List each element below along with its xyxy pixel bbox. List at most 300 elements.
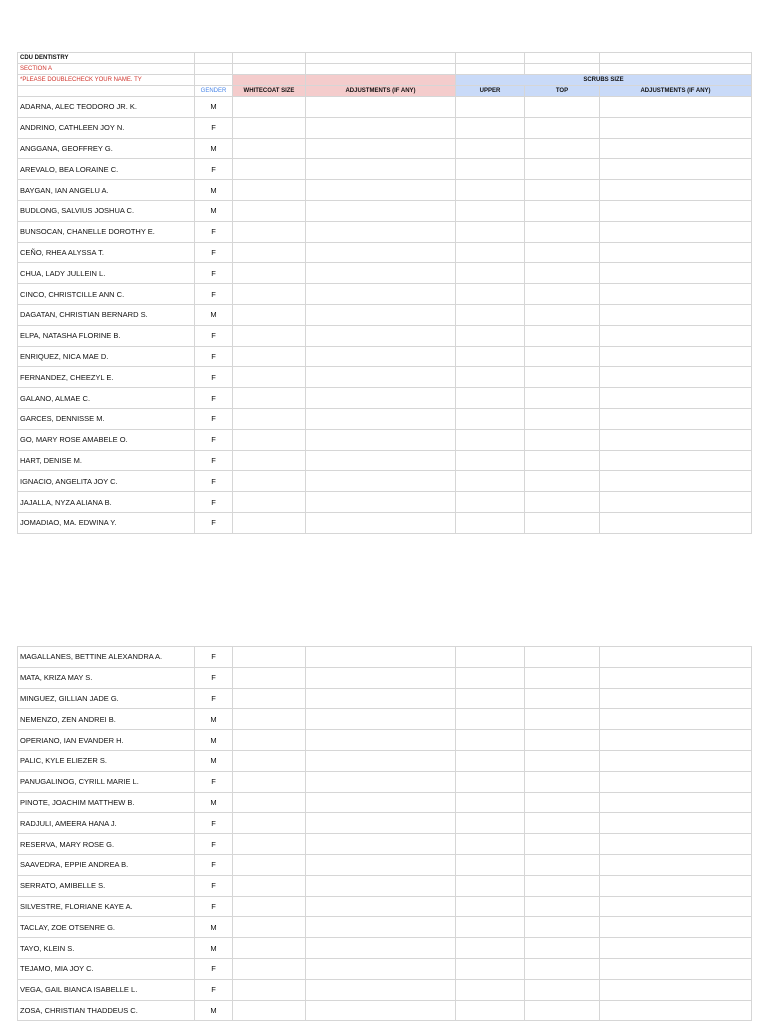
top-size-cell[interactable] xyxy=(525,429,600,450)
top-size-cell[interactable] xyxy=(525,200,600,221)
scrubs-adjustments-cell[interactable] xyxy=(600,242,752,263)
scrubs-adjustments-cell[interactable] xyxy=(600,304,752,325)
white-coat-size-cell[interactable] xyxy=(233,450,306,471)
upper-size-cell[interactable] xyxy=(456,138,525,159)
top-size-cell[interactable] xyxy=(525,388,600,409)
scrubs-adjustments-cell[interactable] xyxy=(600,388,752,409)
upper-size-cell[interactable] xyxy=(456,730,525,751)
adjustments-cell[interactable] xyxy=(306,667,456,688)
gender-cell[interactable]: M xyxy=(195,304,233,325)
scrubs-adjustments-cell[interactable] xyxy=(600,938,752,959)
upper-size-cell[interactable] xyxy=(456,284,525,305)
scrubs-adjustments-cell[interactable] xyxy=(600,512,752,533)
upper-size-cell[interactable] xyxy=(456,180,525,201)
gender-cell[interactable]: M xyxy=(195,709,233,730)
student-name-cell[interactable]: SERRATO, AMIBELLE S. xyxy=(18,875,195,896)
gender-cell[interactable]: F xyxy=(195,512,233,533)
adjustments-cell[interactable] xyxy=(306,325,456,346)
white-coat-size-cell[interactable] xyxy=(233,938,306,959)
white-coat-size-cell[interactable] xyxy=(233,709,306,730)
upper-size-cell[interactable] xyxy=(456,647,525,668)
top-size-cell[interactable] xyxy=(525,471,600,492)
white-coat-size-cell[interactable] xyxy=(233,1000,306,1021)
upper-size-cell[interactable] xyxy=(456,325,525,346)
scrubs-adjustments-cell[interactable] xyxy=(600,138,752,159)
white-coat-size-cell[interactable] xyxy=(233,388,306,409)
scrubs-adjustments-cell[interactable] xyxy=(600,854,752,875)
adjustments-cell[interactable] xyxy=(306,429,456,450)
adjustments-cell[interactable] xyxy=(306,159,456,180)
white-coat-size-cell[interactable] xyxy=(233,117,306,138)
upper-size-cell[interactable] xyxy=(456,958,525,979)
scrubs-adjustments-cell[interactable] xyxy=(600,688,752,709)
student-name-cell[interactable]: ANDRINO, CATHLEEN JOY N. xyxy=(18,117,195,138)
cell[interactable] xyxy=(456,53,525,64)
cell[interactable] xyxy=(306,64,456,75)
top-size-cell[interactable] xyxy=(525,750,600,771)
adjustments-cell[interactable] xyxy=(306,138,456,159)
adjustments-cell[interactable] xyxy=(306,242,456,263)
scrubs-adjustments-cell[interactable] xyxy=(600,813,752,834)
white-coat-size-cell[interactable] xyxy=(233,730,306,751)
adjustments-cell[interactable] xyxy=(306,408,456,429)
top-size-cell[interactable] xyxy=(525,730,600,751)
student-name-cell[interactable]: TEJAMO, MIA JOY C. xyxy=(18,958,195,979)
gender-cell[interactable]: F xyxy=(195,771,233,792)
adjustments-cell[interactable] xyxy=(306,263,456,284)
cell[interactable] xyxy=(195,64,233,75)
gender-cell[interactable]: F xyxy=(195,813,233,834)
white-coat-size-cell[interactable] xyxy=(233,284,306,305)
gender-cell[interactable]: F xyxy=(195,854,233,875)
top-size-cell[interactable] xyxy=(525,117,600,138)
student-name-cell[interactable]: AREVALO, BEA LORAINE C. xyxy=(18,159,195,180)
top-size-cell[interactable] xyxy=(525,938,600,959)
scrubs-adjustments-header[interactable]: ADJUSTMENTS (IF ANY) xyxy=(600,86,752,97)
upper-header[interactable]: UPPER xyxy=(456,86,525,97)
gender-cell[interactable]: M xyxy=(195,138,233,159)
student-name-cell[interactable]: VEGA, GAIL BIANCA ISABELLE L. xyxy=(18,979,195,1000)
gender-cell[interactable]: M xyxy=(195,200,233,221)
upper-size-cell[interactable] xyxy=(456,512,525,533)
scrubs-adjustments-cell[interactable] xyxy=(600,471,752,492)
top-size-cell[interactable] xyxy=(525,284,600,305)
scrubs-adjustments-cell[interactable] xyxy=(600,97,752,118)
student-name-cell[interactable]: BAYGAN, IAN ANGELU A. xyxy=(18,180,195,201)
white-coat-size-cell[interactable] xyxy=(233,979,306,1000)
upper-size-cell[interactable] xyxy=(456,429,525,450)
gender-cell[interactable]: M xyxy=(195,97,233,118)
student-name-cell[interactable]: HART, DENISE M. xyxy=(18,450,195,471)
cell[interactable] xyxy=(600,64,752,75)
top-size-cell[interactable] xyxy=(525,792,600,813)
scrubs-adjustments-cell[interactable] xyxy=(600,284,752,305)
gender-cell[interactable]: F xyxy=(195,263,233,284)
top-size-cell[interactable] xyxy=(525,367,600,388)
top-size-cell[interactable] xyxy=(525,813,600,834)
scrubs-adjustments-cell[interactable] xyxy=(600,875,752,896)
white-coat-size-cell[interactable] xyxy=(233,200,306,221)
student-name-cell[interactable]: BUNSOCAN, CHANELLE DOROTHY E. xyxy=(18,221,195,242)
adjustments-cell[interactable] xyxy=(306,896,456,917)
white-coat-size-cell[interactable] xyxy=(233,750,306,771)
scrubs-adjustments-cell[interactable] xyxy=(600,792,752,813)
upper-size-cell[interactable] xyxy=(456,792,525,813)
adjustments-cell[interactable] xyxy=(306,346,456,367)
scrubs-adjustments-cell[interactable] xyxy=(600,429,752,450)
student-name-cell[interactable]: CHUA, LADY JULLEIN L. xyxy=(18,263,195,284)
cell[interactable] xyxy=(600,53,752,64)
student-name-cell[interactable]: TAYO, KLEIN S. xyxy=(18,938,195,959)
white-coat-size-cell[interactable] xyxy=(233,667,306,688)
student-name-cell[interactable]: MATA, KRIZA MAY S. xyxy=(18,667,195,688)
top-size-cell[interactable] xyxy=(525,1000,600,1021)
student-name-cell[interactable]: PALIC, KYLE ELIEZER S. xyxy=(18,750,195,771)
upper-size-cell[interactable] xyxy=(456,221,525,242)
upper-size-cell[interactable] xyxy=(456,263,525,284)
adjustments-header-top[interactable] xyxy=(306,75,456,86)
adjustments-cell[interactable] xyxy=(306,792,456,813)
top-size-cell[interactable] xyxy=(525,896,600,917)
upper-size-cell[interactable] xyxy=(456,771,525,792)
gender-header[interactable]: GENDER xyxy=(195,86,233,97)
cell[interactable] xyxy=(18,86,195,97)
upper-size-cell[interactable] xyxy=(456,709,525,730)
scrubs-adjustments-cell[interactable] xyxy=(600,750,752,771)
upper-size-cell[interactable] xyxy=(456,667,525,688)
student-name-cell[interactable]: JAJALLA, NYZA ALIANA B. xyxy=(18,492,195,513)
gender-cell[interactable]: M xyxy=(195,917,233,938)
student-name-cell[interactable]: ADARNA, ALEC TEODORO JR. K. xyxy=(18,97,195,118)
adjustments-cell[interactable] xyxy=(306,471,456,492)
white-coat-size-cell[interactable] xyxy=(233,97,306,118)
top-size-cell[interactable] xyxy=(525,263,600,284)
gender-cell[interactable]: F xyxy=(195,159,233,180)
adjustments-cell[interactable] xyxy=(306,709,456,730)
cell[interactable] xyxy=(233,53,306,64)
student-name-cell[interactable]: ELPA, NATASHA FLORINE B. xyxy=(18,325,195,346)
scrubs-adjustments-cell[interactable] xyxy=(600,180,752,201)
student-name-cell[interactable]: TACLAY, ZOE OTSENRE G. xyxy=(18,917,195,938)
top-size-cell[interactable] xyxy=(525,667,600,688)
scrubs-adjustments-cell[interactable] xyxy=(600,492,752,513)
upper-size-cell[interactable] xyxy=(456,388,525,409)
gender-cell[interactable]: M xyxy=(195,792,233,813)
gender-cell[interactable]: M xyxy=(195,730,233,751)
upper-size-cell[interactable] xyxy=(456,750,525,771)
gender-cell[interactable]: F xyxy=(195,450,233,471)
upper-size-cell[interactable] xyxy=(456,917,525,938)
gender-cell[interactable]: F xyxy=(195,284,233,305)
adjustments-cell[interactable] xyxy=(306,284,456,305)
top-size-cell[interactable] xyxy=(525,709,600,730)
student-name-cell[interactable]: BUDLONG, SALVIUS JOSHUA C. xyxy=(18,200,195,221)
student-name-cell[interactable]: PINOTE, JOACHIM MATTHEW B. xyxy=(18,792,195,813)
gender-cell[interactable]: F xyxy=(195,408,233,429)
gender-cell[interactable]: F xyxy=(195,647,233,668)
white-coat-size-cell[interactable] xyxy=(233,958,306,979)
upper-size-cell[interactable] xyxy=(456,408,525,429)
upper-size-cell[interactable] xyxy=(456,896,525,917)
gender-cell[interactable]: F xyxy=(195,979,233,1000)
white-coat-size-cell[interactable] xyxy=(233,346,306,367)
white-coat-size-cell[interactable] xyxy=(233,408,306,429)
adjustments-cell[interactable] xyxy=(306,958,456,979)
gender-cell[interactable]: F xyxy=(195,471,233,492)
student-name-cell[interactable]: DAGATAN, CHRISTIAN BERNARD S. xyxy=(18,304,195,325)
top-size-cell[interactable] xyxy=(525,138,600,159)
section-label[interactable]: SECTION A xyxy=(18,64,195,75)
student-name-cell[interactable]: CEÑO, RHEA ALYSSA T. xyxy=(18,242,195,263)
gender-cell[interactable]: F xyxy=(195,492,233,513)
gender-cell[interactable]: F xyxy=(195,117,233,138)
upper-size-cell[interactable] xyxy=(456,979,525,1000)
white-coat-size-cell[interactable] xyxy=(233,512,306,533)
white-coat-size-cell[interactable] xyxy=(233,304,306,325)
white-coat-size-header[interactable]: WHITECOAT SIZE xyxy=(233,86,306,97)
gender-cell[interactable]: F xyxy=(195,367,233,388)
scrubs-adjustments-cell[interactable] xyxy=(600,958,752,979)
cell[interactable] xyxy=(306,53,456,64)
top-size-cell[interactable] xyxy=(525,221,600,242)
student-name-cell[interactable]: ENRIQUEZ, NICA MAE D. xyxy=(18,346,195,367)
adjustments-cell[interactable] xyxy=(306,512,456,533)
white-coat-size-cell[interactable] xyxy=(233,221,306,242)
adjustments-cell[interactable] xyxy=(306,771,456,792)
white-coat-size-cell[interactable] xyxy=(233,242,306,263)
student-name-cell[interactable]: MINGUEZ, GILLIAN JADE G. xyxy=(18,688,195,709)
adjustments-cell[interactable] xyxy=(306,450,456,471)
upper-size-cell[interactable] xyxy=(456,688,525,709)
adjustments-cell[interactable] xyxy=(306,834,456,855)
upper-size-cell[interactable] xyxy=(456,242,525,263)
student-name-cell[interactable]: MAGALLANES, BETTINE ALEXANDRA A. xyxy=(18,647,195,668)
top-size-cell[interactable] xyxy=(525,450,600,471)
upper-size-cell[interactable] xyxy=(456,117,525,138)
student-name-cell[interactable]: OPERIANO, IAN EVANDER H. xyxy=(18,730,195,751)
white-coat-size-cell[interactable] xyxy=(233,471,306,492)
cell[interactable] xyxy=(195,75,233,86)
adjustments-cell[interactable] xyxy=(306,979,456,1000)
student-name-cell[interactable]: JOMADIAO, MA. EDWINA Y. xyxy=(18,512,195,533)
student-name-cell[interactable]: IGNACIO, ANGELITA JOY C. xyxy=(18,471,195,492)
top-size-cell[interactable] xyxy=(525,180,600,201)
adjustments-cell[interactable] xyxy=(306,750,456,771)
upper-size-cell[interactable] xyxy=(456,450,525,471)
gender-cell[interactable]: F xyxy=(195,221,233,242)
white-coat-size-cell[interactable] xyxy=(233,896,306,917)
scrubs-adjustments-cell[interactable] xyxy=(600,896,752,917)
white-coat-size-cell[interactable] xyxy=(233,771,306,792)
white-coat-size-cell[interactable] xyxy=(233,367,306,388)
adjustments-cell[interactable] xyxy=(306,688,456,709)
top-size-cell[interactable] xyxy=(525,159,600,180)
white-coat-size-cell[interactable] xyxy=(233,792,306,813)
adjustments-cell[interactable] xyxy=(306,200,456,221)
gender-cell[interactable]: F xyxy=(195,896,233,917)
white-coat-size-cell[interactable] xyxy=(233,917,306,938)
adjustments-cell[interactable] xyxy=(306,492,456,513)
student-name-cell[interactable]: ANGGANA, GEOFFREY G. xyxy=(18,138,195,159)
white-coat-size-cell[interactable] xyxy=(233,813,306,834)
white-coat-size-cell[interactable] xyxy=(233,263,306,284)
student-name-cell[interactable]: RADJULI, AMEERA HANA J. xyxy=(18,813,195,834)
top-size-cell[interactable] xyxy=(525,979,600,1000)
scrubs-adjustments-cell[interactable] xyxy=(600,647,752,668)
upper-size-cell[interactable] xyxy=(456,200,525,221)
top-size-cell[interactable] xyxy=(525,512,600,533)
adjustments-cell[interactable] xyxy=(306,221,456,242)
gender-cell[interactable]: F xyxy=(195,325,233,346)
scrubs-adjustments-cell[interactable] xyxy=(600,667,752,688)
white-coat-size-cell[interactable] xyxy=(233,138,306,159)
upper-size-cell[interactable] xyxy=(456,834,525,855)
upper-size-cell[interactable] xyxy=(456,367,525,388)
adjustments-cell[interactable] xyxy=(306,854,456,875)
top-size-cell[interactable] xyxy=(525,647,600,668)
scrubs-adjustments-cell[interactable] xyxy=(600,221,752,242)
upper-size-cell[interactable] xyxy=(456,97,525,118)
student-name-cell[interactable]: ZOSA, CHRISTIAN THADDEUS C. xyxy=(18,1000,195,1021)
top-size-cell[interactable] xyxy=(525,242,600,263)
scrubs-adjustments-cell[interactable] xyxy=(600,450,752,471)
gender-cell[interactable]: M xyxy=(195,750,233,771)
upper-size-cell[interactable] xyxy=(456,813,525,834)
student-name-cell[interactable]: NEMENZO, ZEN ANDREI B. xyxy=(18,709,195,730)
upper-size-cell[interactable] xyxy=(456,159,525,180)
cell[interactable] xyxy=(233,64,306,75)
upper-size-cell[interactable] xyxy=(456,471,525,492)
gender-cell[interactable]: F xyxy=(195,688,233,709)
adjustments-cell[interactable] xyxy=(306,367,456,388)
school-title[interactable]: CDU DENTISTRY xyxy=(18,53,195,64)
scrubs-adjustments-cell[interactable] xyxy=(600,917,752,938)
gender-cell[interactable]: F xyxy=(195,388,233,409)
gender-cell[interactable]: M xyxy=(195,1000,233,1021)
gender-cell[interactable]: F xyxy=(195,242,233,263)
top-size-cell[interactable] xyxy=(525,917,600,938)
white-coat-size-cell[interactable] xyxy=(233,492,306,513)
white-coat-size-cell[interactable] xyxy=(233,159,306,180)
gender-cell[interactable]: F xyxy=(195,875,233,896)
white-coat-size-cell[interactable] xyxy=(233,647,306,668)
adjustments-cell[interactable] xyxy=(306,730,456,751)
top-size-cell[interactable] xyxy=(525,304,600,325)
top-size-cell[interactable] xyxy=(525,688,600,709)
gender-cell[interactable]: F xyxy=(195,834,233,855)
student-name-cell[interactable]: GARCES, DENNISSE M. xyxy=(18,408,195,429)
upper-size-cell[interactable] xyxy=(456,1000,525,1021)
adjustments-cell[interactable] xyxy=(306,647,456,668)
white-coat-size-cell[interactable] xyxy=(233,688,306,709)
gender-cell[interactable]: M xyxy=(195,180,233,201)
scrubs-size-header[interactable]: SCRUBS SIZE xyxy=(456,75,752,86)
scrubs-adjustments-cell[interactable] xyxy=(600,263,752,284)
scrubs-adjustments-cell[interactable] xyxy=(600,117,752,138)
adjustments-cell[interactable] xyxy=(306,1000,456,1021)
top-header[interactable]: TOP xyxy=(525,86,600,97)
upper-size-cell[interactable] xyxy=(456,875,525,896)
upper-size-cell[interactable] xyxy=(456,854,525,875)
upper-size-cell[interactable] xyxy=(456,938,525,959)
adjustments-cell[interactable] xyxy=(306,875,456,896)
scrubs-adjustments-cell[interactable] xyxy=(600,1000,752,1021)
top-size-cell[interactable] xyxy=(525,325,600,346)
student-name-cell[interactable]: SILVESTRE, FLORIANE KAYE A. xyxy=(18,896,195,917)
scrubs-adjustments-cell[interactable] xyxy=(600,200,752,221)
gender-cell[interactable]: F xyxy=(195,958,233,979)
student-name-cell[interactable]: GALANO, ALMAE C. xyxy=(18,388,195,409)
adjustments-cell[interactable] xyxy=(306,180,456,201)
adjustments-cell[interactable] xyxy=(306,388,456,409)
scrubs-adjustments-cell[interactable] xyxy=(600,367,752,388)
top-size-cell[interactable] xyxy=(525,771,600,792)
adjustments-cell[interactable] xyxy=(306,97,456,118)
doublecheck-note[interactable]: *PLEASE DOUBLECHECK YOUR NAME. TY xyxy=(18,75,195,86)
top-size-cell[interactable] xyxy=(525,834,600,855)
student-name-cell[interactable]: SAAVEDRA, EPPIE ANDREA B. xyxy=(18,854,195,875)
scrubs-adjustments-cell[interactable] xyxy=(600,709,752,730)
upper-size-cell[interactable] xyxy=(456,492,525,513)
white-coat-size-cell[interactable] xyxy=(233,875,306,896)
gender-cell[interactable]: M xyxy=(195,938,233,959)
top-size-cell[interactable] xyxy=(525,408,600,429)
scrubs-adjustments-cell[interactable] xyxy=(600,834,752,855)
gender-cell[interactable]: F xyxy=(195,346,233,367)
cell[interactable] xyxy=(525,53,600,64)
scrubs-adjustments-cell[interactable] xyxy=(600,159,752,180)
top-size-cell[interactable] xyxy=(525,97,600,118)
white-coat-size-cell[interactable] xyxy=(233,854,306,875)
adjustments-cell[interactable] xyxy=(306,117,456,138)
top-size-cell[interactable] xyxy=(525,346,600,367)
scrubs-adjustments-cell[interactable] xyxy=(600,346,752,367)
adjustments-cell[interactable] xyxy=(306,813,456,834)
upper-size-cell[interactable] xyxy=(456,304,525,325)
cell[interactable] xyxy=(456,64,525,75)
top-size-cell[interactable] xyxy=(525,875,600,896)
white-coat-size-cell[interactable] xyxy=(233,429,306,450)
scrubs-adjustments-cell[interactable] xyxy=(600,771,752,792)
top-size-cell[interactable] xyxy=(525,492,600,513)
cell[interactable] xyxy=(525,64,600,75)
adjustments-header[interactable]: ADJUSTMENTS (IF ANY) xyxy=(306,86,456,97)
white-coat-size-cell[interactable] xyxy=(233,834,306,855)
white-coat-header-top[interactable] xyxy=(233,75,306,86)
gender-cell[interactable]: F xyxy=(195,429,233,450)
scrubs-adjustments-cell[interactable] xyxy=(600,408,752,429)
scrubs-adjustments-cell[interactable] xyxy=(600,325,752,346)
gender-cell[interactable]: F xyxy=(195,667,233,688)
scrubs-adjustments-cell[interactable] xyxy=(600,979,752,1000)
adjustments-cell[interactable] xyxy=(306,938,456,959)
scrubs-adjustments-cell[interactable] xyxy=(600,730,752,751)
white-coat-size-cell[interactable] xyxy=(233,180,306,201)
top-size-cell[interactable] xyxy=(525,958,600,979)
student-row xyxy=(18,512,752,533)
student-name-cell[interactable]: RESERVA, MARY ROSE G. xyxy=(18,834,195,855)
student-name-cell[interactable]: FERNANDEZ, CHEEZYL E. xyxy=(18,367,195,388)
student-name-cell[interactable]: GO, MARY ROSE AMABELE O. xyxy=(18,429,195,450)
student-name-cell[interactable]: CINCO, CHRISTCILLE ANN C. xyxy=(18,284,195,305)
upper-size-cell[interactable] xyxy=(456,346,525,367)
student-name-cell[interactable]: PANUGALINOG, CYRILL MARIE L. xyxy=(18,771,195,792)
cell[interactable] xyxy=(195,53,233,64)
white-coat-size-cell[interactable] xyxy=(233,325,306,346)
top-size-cell[interactable] xyxy=(525,854,600,875)
adjustments-cell[interactable] xyxy=(306,304,456,325)
adjustments-cell[interactable] xyxy=(306,917,456,938)
